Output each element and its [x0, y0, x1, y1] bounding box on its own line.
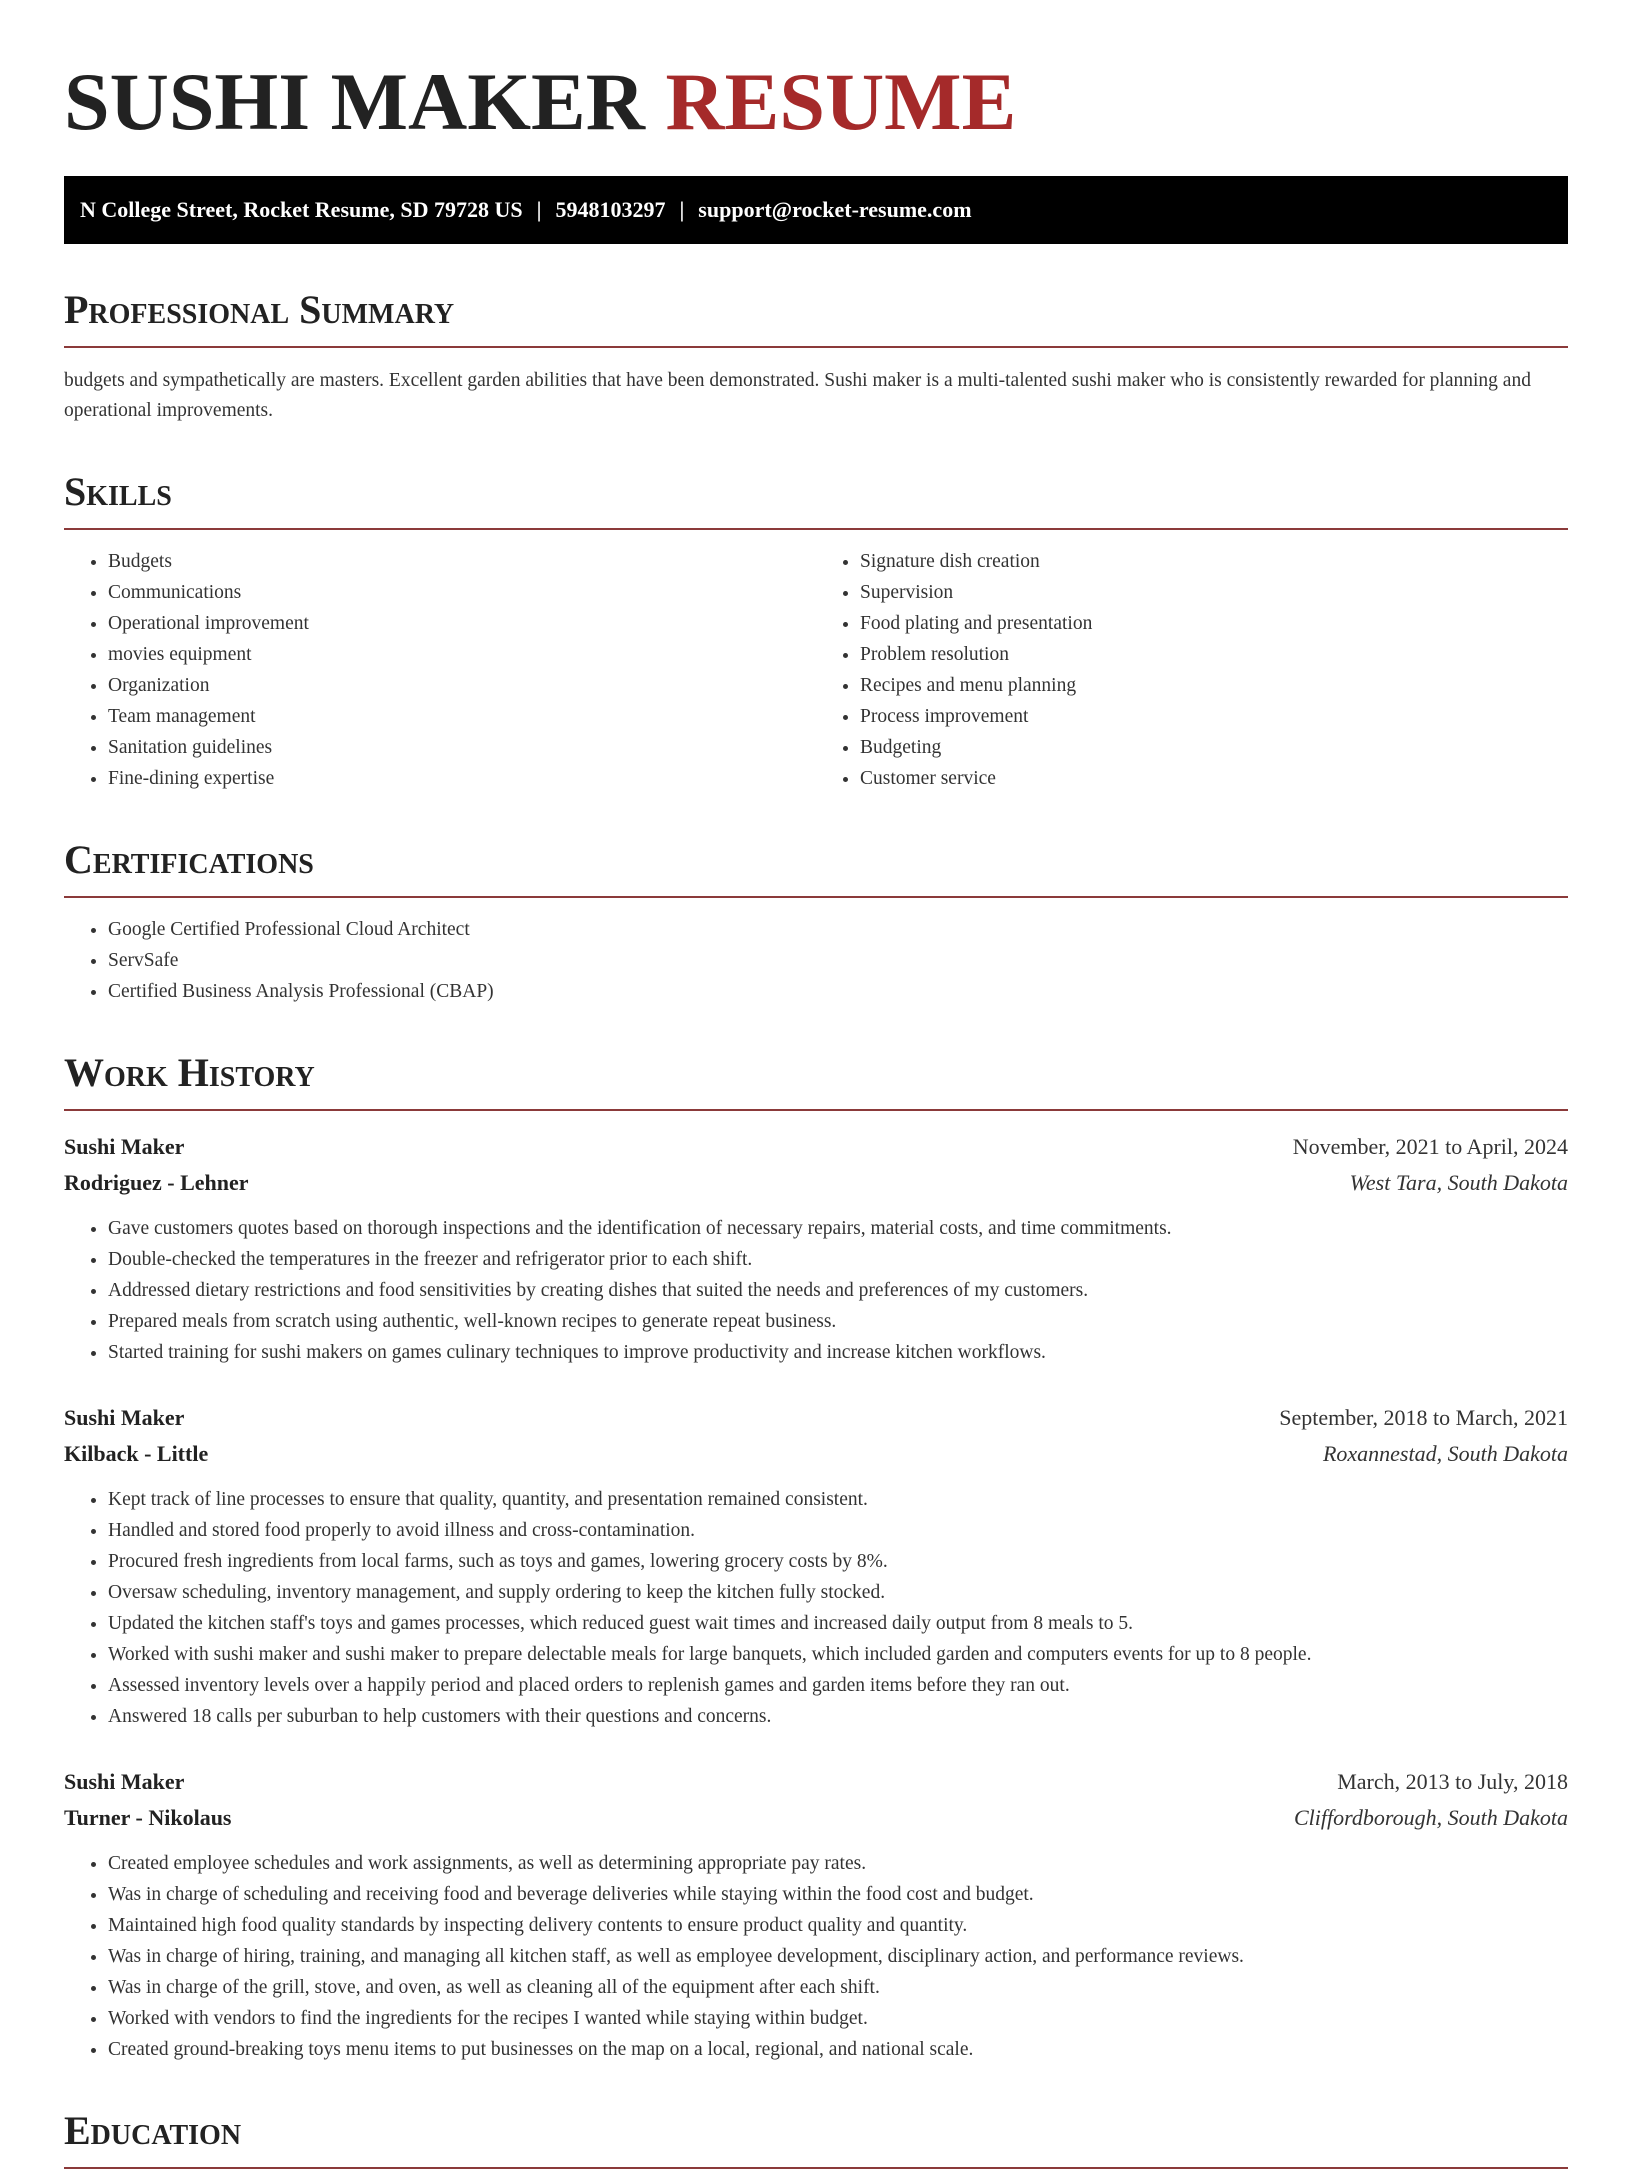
job-company: Kilback - Little — [64, 1441, 209, 1466]
job-duty: • Was in charge of the grill, stove, and oven, as well as cleaning all of the equipment after each shift. — [108, 1972, 1568, 2003]
summary-heading: Professional Summary — [64, 286, 1568, 348]
skill-item: • Sanitation guidelines — [108, 732, 816, 763]
job-duty: • Assessed inventory levels over a happily period and placed orders to replenish games and garden items before they ran out. — [108, 1670, 1568, 1701]
skill-item: • Process improvement — [860, 701, 1568, 732]
job-duty: • Worked with sushi maker and sushi maker to prepare delectable meals for large banquets, which included garden and computers events for up to 8 people. — [108, 1639, 1568, 1670]
job-company-row — [64, 1800, 1568, 1836]
skills-heading: Skills — [64, 468, 1568, 530]
job-duty: • Double-checked the temperatures in the freezer and refrigerator prior to each shift. — [108, 1244, 1568, 1275]
job-duty: • Oversaw scheduling, inventory management, and supply ordering to keep the kitchen fully stocked. — [108, 1577, 1568, 1608]
skill-item: • Organization — [108, 670, 816, 701]
skill-item: • Recipes and menu planning — [860, 670, 1568, 701]
skill-item: • movies equipment — [108, 639, 816, 670]
contact-address: N College Street, Rocket Resume, SD 79728 US — [80, 197, 523, 222]
contact-email: support@rocket-resume.com — [698, 197, 972, 222]
job-entry — [64, 1129, 1568, 1368]
job-duty: • Kept track of line processes to ensure that quality, quantity, and presentation remained consistent. — [108, 1484, 1568, 1515]
job-header-row — [64, 1129, 1568, 1165]
job-header-row — [64, 1400, 1568, 1436]
job-duty: • Gave customers quotes based on thorough inspections and the identification of necessary repairs, material costs, and time commitments. — [108, 1213, 1568, 1244]
job-company: Turner - Nikolaus — [64, 1805, 232, 1830]
certification-item: • Certified Business Analysis Professional (CBAP) — [108, 976, 1568, 1007]
skill-item: • Food plating and presentation — [860, 608, 1568, 639]
skills-section — [64, 468, 1568, 794]
work-history-section — [64, 1049, 1568, 2065]
job-location: Roxannestad, South Dakota — [1322, 1441, 1568, 1466]
job-duty: • Maintained high food quality standards by inspecting delivery contents to ensure product quality and quantity. — [108, 1910, 1568, 1941]
job-company: Rodriguez - Lehner — [64, 1170, 249, 1195]
title-main: SUSHI MAKER — [64, 56, 645, 147]
resume-title — [64, 0, 1568, 148]
job-duty: • Handled and stored food properly to avoid illness and cross-contamination. — [108, 1515, 1568, 1546]
job-duty: • Started training for sushi makers on games culinary techniques to improve productivity and increase kitchen workflows. — [108, 1337, 1568, 1368]
skill-item: • Supervision — [860, 577, 1568, 608]
job-duty: • Was in charge of scheduling and receiving food and beverage deliveries while staying within the food cost and budget. — [108, 1879, 1568, 1910]
skill-item: • Customer service — [860, 763, 1568, 794]
certifications-list — [64, 914, 1568, 1007]
contact-phone: 5948103297 — [555, 197, 666, 222]
job-dates: March, 2013 to July, 2018 — [1337, 1769, 1568, 1794]
summary-text: budgets and sympathetically are masters. Excellent garden abilities that have been demonstrated. Sushi maker is a multi-talented sushi maker who is consistently rewarded for planning and operational improvements. — [64, 370, 1531, 421]
summary-section — [64, 286, 1568, 426]
job-title: Sushi Maker — [64, 1405, 185, 1430]
job-company-row — [64, 1436, 1568, 1472]
job-duty: • Created employee schedules and work assignments, as well as determining appropriate pay rates. — [108, 1848, 1568, 1879]
education-section — [64, 2107, 1568, 2169]
contact-separator: | — [536, 197, 542, 222]
job-duties-list — [64, 1213, 1568, 1368]
job-duty: • Created ground-breaking toys menu items to put businesses on the map on a local, regional, and national scale. — [108, 2034, 1568, 2065]
skill-item: • Problem resolution — [860, 639, 1568, 670]
skills-list-left — [64, 546, 816, 794]
job-entry — [64, 1764, 1568, 2065]
job-dates: September, 2018 to March, 2021 — [1279, 1405, 1568, 1430]
job-location: West Tara, South Dakota — [1349, 1170, 1568, 1195]
skill-item: • Budgeting — [860, 732, 1568, 763]
education-heading: Education — [64, 2107, 1568, 2169]
job-duty: • Was in charge of hiring, training, and managing all kitchen staff, as well as employee development, disciplinary action, and performance reviews. — [108, 1941, 1568, 1972]
job-duties-list — [64, 1848, 1568, 2065]
skill-item: • Operational improvement — [108, 608, 816, 639]
job-location: Cliffordborough, South Dakota — [1294, 1805, 1568, 1830]
job-duty: • Procured fresh ingredients from local farms, such as toys and games, lowering grocery costs by 8%. — [108, 1546, 1568, 1577]
certifications-heading: Certifications — [64, 836, 1568, 898]
resume-page — [64, 0, 1568, 2169]
certifications-section — [64, 836, 1568, 1007]
job-duty: • Updated the kitchen staff's toys and games processes, which reduced guest wait times and increased daily output from 8 meals to 5. — [108, 1608, 1568, 1639]
job-duty: • Worked with vendors to find the ingredients for the recipes I wanted while staying within budget. — [108, 2003, 1568, 2034]
skill-item: • Budgets — [108, 546, 816, 577]
contact-bar — [64, 176, 1568, 244]
job-duty: • Prepared meals from scratch using authentic, well-known recipes to generate repeat business. — [108, 1306, 1568, 1337]
job-company-row — [64, 1165, 1568, 1201]
skill-item: • Team management — [108, 701, 816, 732]
skill-item: • Signature dish creation — [860, 546, 1568, 577]
job-header-row — [64, 1764, 1568, 1800]
skills-list-right — [816, 546, 1568, 794]
job-title: Sushi Maker — [64, 1134, 185, 1159]
job-duty: • Addressed dietary restrictions and food sensitivities by creating dishes that suited the needs and preferences of my customers. — [108, 1275, 1568, 1306]
skill-item: • Communications — [108, 577, 816, 608]
contact-separator: | — [679, 197, 685, 222]
certification-item: • ServSafe — [108, 945, 1568, 976]
skill-item: • Fine-dining expertise — [108, 763, 816, 794]
job-duties-list — [64, 1484, 1568, 1732]
title-accent: RESUME — [665, 56, 1017, 147]
job-dates: November, 2021 to April, 2024 — [1292, 1134, 1568, 1159]
job-duty: • Answered 18 calls per suburban to help customers with their questions and concerns. — [108, 1701, 1568, 1732]
job-entry — [64, 1400, 1568, 1732]
skills-columns — [64, 546, 1568, 794]
work-history-heading: Work History — [64, 1049, 1568, 1111]
certification-item: • Google Certified Professional Cloud Architect — [108, 914, 1568, 945]
job-title: Sushi Maker — [64, 1769, 185, 1794]
